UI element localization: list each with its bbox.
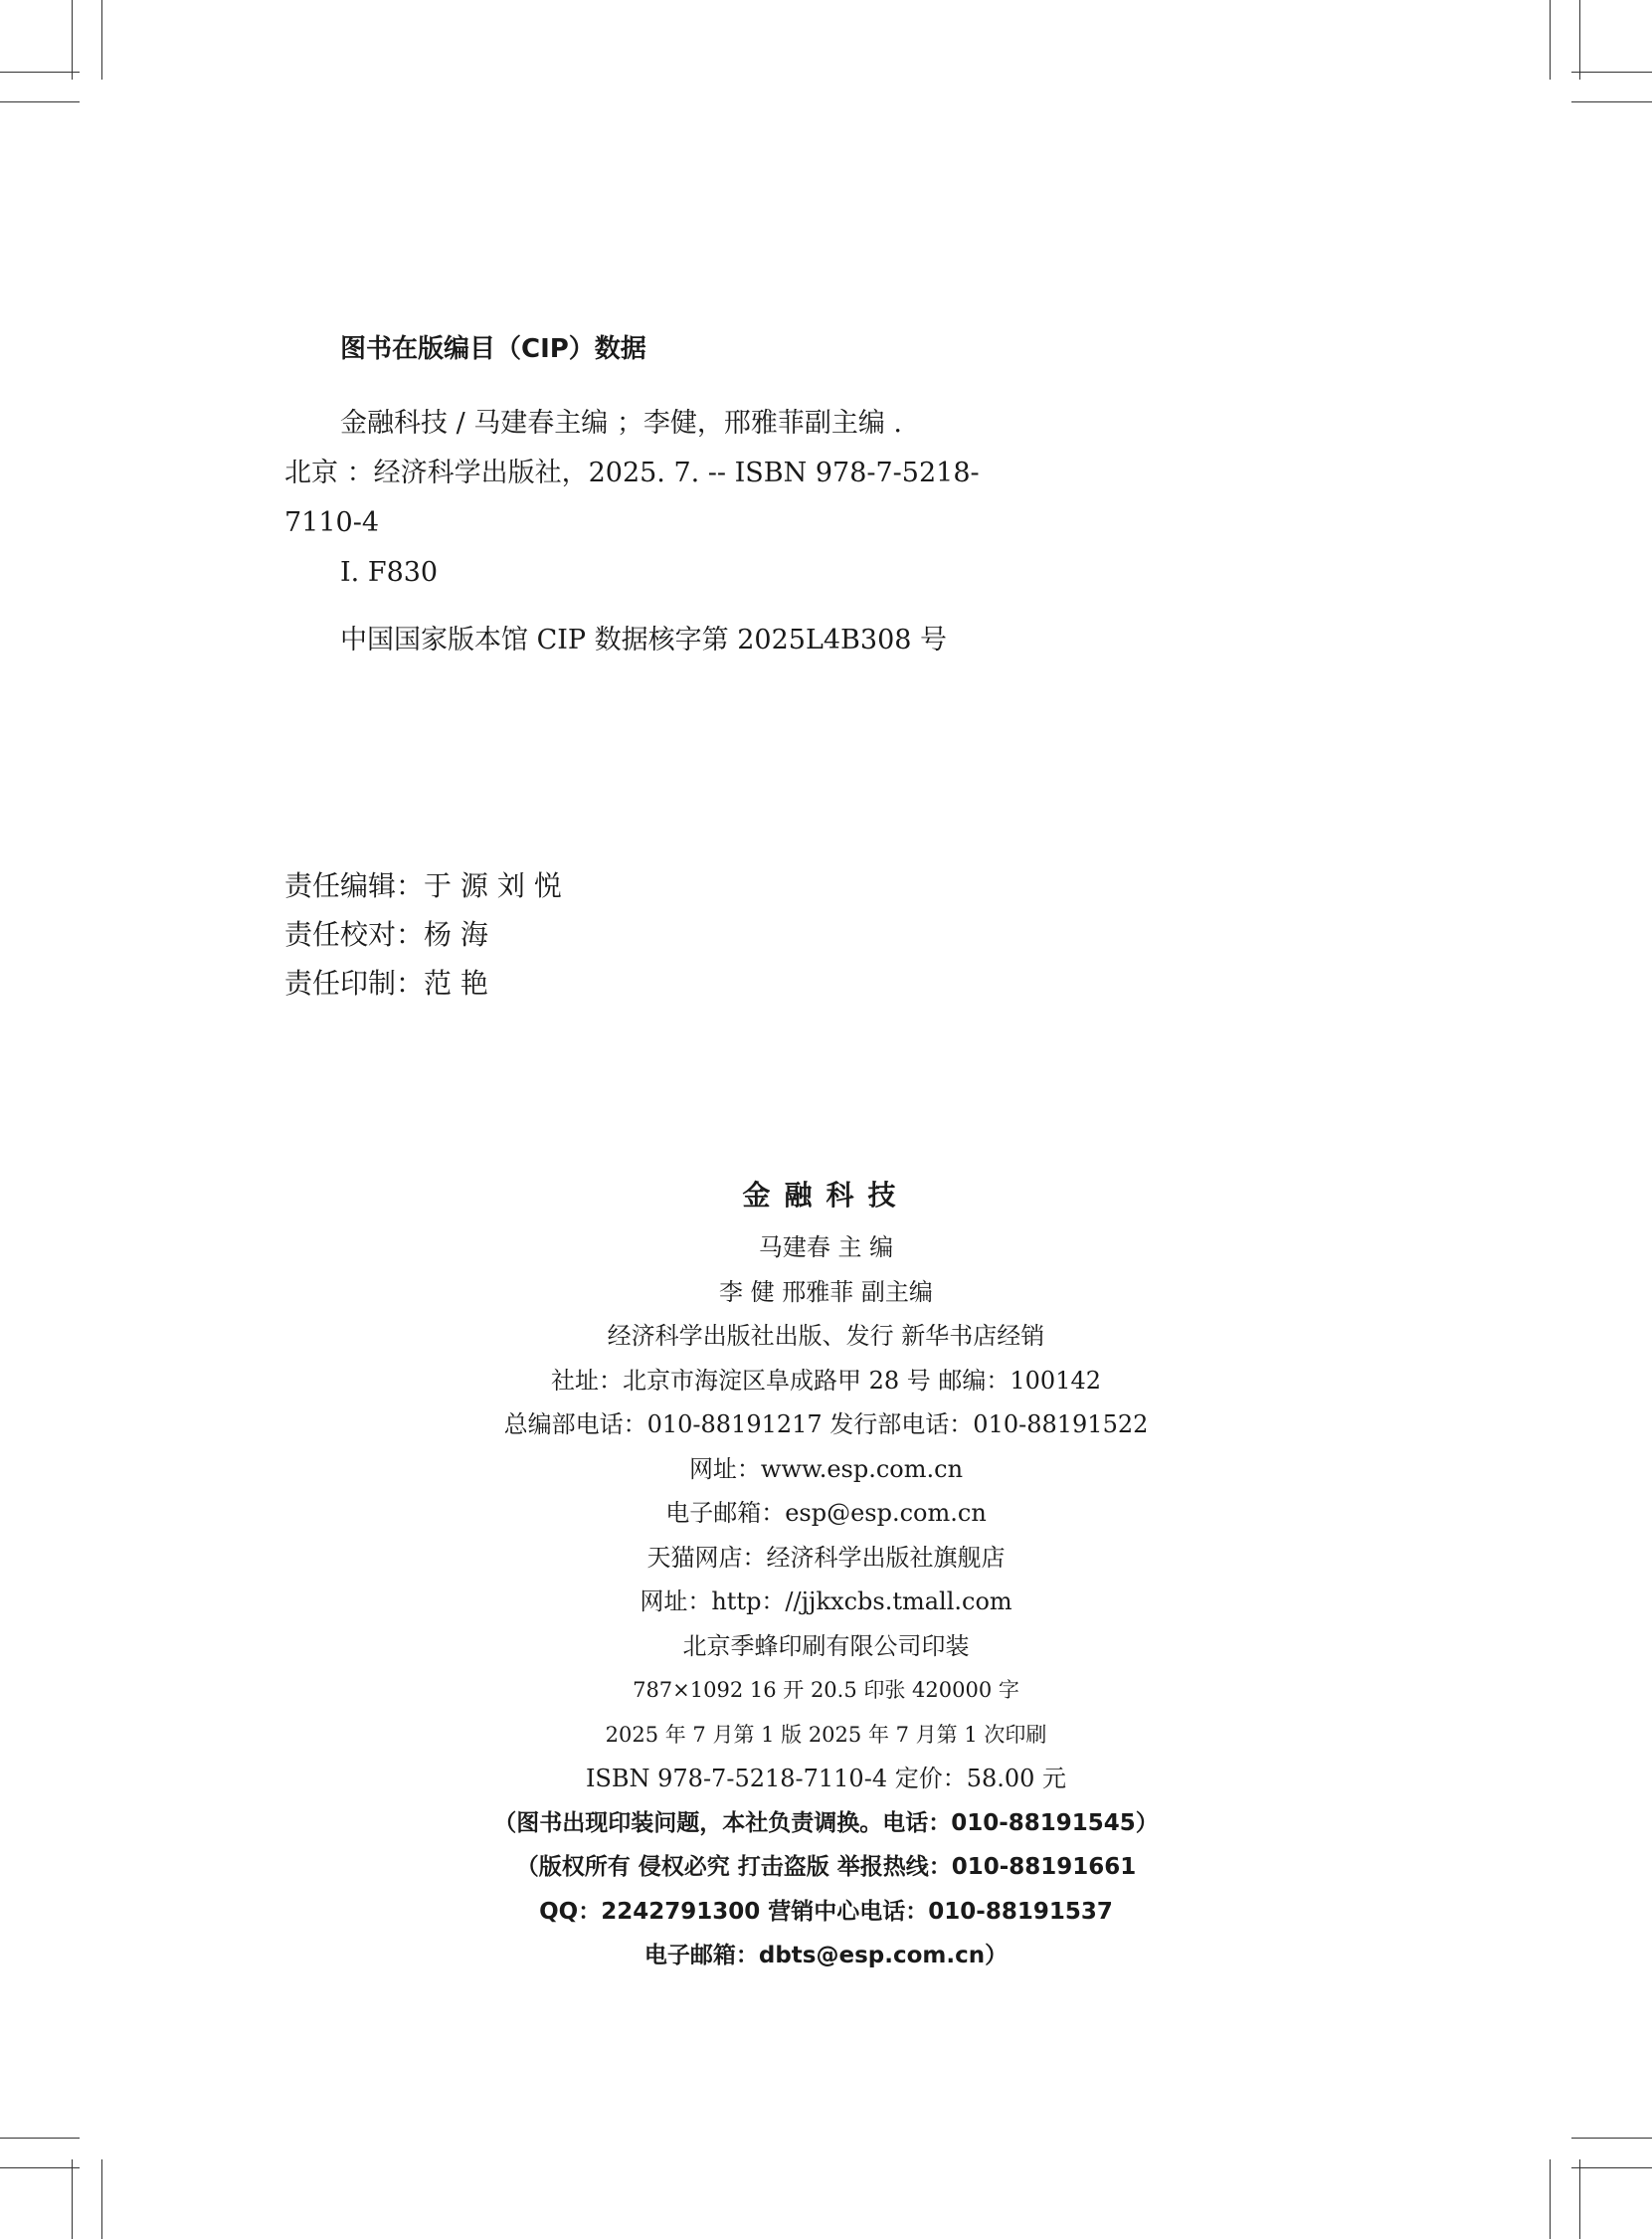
address-line: 社址：北京市海淀区阜成路甲 28 号 邮编：100142 (550, 1366, 1102, 1395)
book-title: 金融科技 (742, 1179, 910, 1212)
cip-classification: Ⅰ. F830 (340, 557, 439, 588)
staff-editor-row (284, 861, 562, 910)
crop-mark-bottom-left-vertical-inner (101, 2159, 102, 2239)
staff-editor-names: 于 源 刘 悦 (424, 869, 562, 902)
notice-qq-line: QQ：2242791300 营销中心电话：010-88191537 (539, 1898, 1113, 1925)
tmall-store-line: 天猫网店：经济科学出版社旗舰店 (646, 1543, 1006, 1572)
cip-data-block (284, 328, 1040, 665)
crop-mark-bottom-right-horizontal-inner (1571, 2167, 1652, 2168)
crop-mark-top-left-horizontal-inner (0, 101, 80, 102)
cip-heading: 图书在版编目（CIP）数据 (340, 334, 646, 364)
notice-copyright-line: （版权所有 侵权必究 打击盗版 举报热线：010-88191661 (515, 1854, 1137, 1880)
publisher-line: 经济科学出版社出版、发行 新华书店经销 (607, 1322, 1045, 1350)
cip-isbn-continuation: 7110-4 (284, 507, 380, 538)
specs-line: 787×1092 16 开 20.5 印张 420000 字 (633, 1678, 1019, 1702)
crop-mark-top-left-vertical-inner (101, 0, 102, 80)
cip-record-number: 中国国家版本馆 CIP 数据核字第 2025L4B308 号 (340, 625, 948, 655)
responsible-staff (284, 861, 562, 1008)
staff-print-label: 责任印制： (284, 967, 425, 1000)
cip-title-line: 金融科技 / 马建春主编 ；李健，邢雅菲副主编 . (340, 408, 903, 439)
crop-mark-top-right-horizontal-outer (1571, 72, 1652, 73)
website-line: 网址：www.esp.com.cn (688, 1454, 964, 1483)
isbn-price-line: ISBN 978-7-5218-7110-4 定价：58.00 元 (585, 1765, 1067, 1792)
chief-editor-line: 马建春 主 编 (758, 1233, 894, 1261)
crop-mark-bottom-left-vertical-outer (72, 2159, 73, 2239)
staff-print-row (284, 959, 562, 1008)
staff-editor-label: 责任编辑： (284, 869, 425, 902)
imprint-block (0, 1166, 1652, 1978)
crop-mark-bottom-left-horizontal-outer (0, 2138, 80, 2139)
crop-mark-bottom-right-vertical-outer (1550, 2159, 1551, 2239)
crop-mark-bottom-right-vertical-inner (1579, 2159, 1580, 2239)
email-line: 电子邮箱：esp@esp.com.cn (665, 1499, 987, 1527)
crop-mark-bottom-left-horizontal-inner (0, 2167, 80, 2168)
staff-proof-names: 杨 海 (424, 918, 488, 951)
crop-mark-top-right-vertical-outer (1550, 0, 1551, 80)
printer-line: 北京季蜂印刷有限公司印装 (682, 1631, 970, 1660)
staff-proof-row (284, 910, 562, 959)
crop-mark-top-left-vertical-outer (72, 0, 73, 80)
notice-email-line: 电子邮箱：dbts@esp.com.cn） (643, 1943, 1009, 1968)
staff-print-names: 范 艳 (424, 967, 488, 1000)
staff-proof-label: 责任校对： (284, 918, 425, 951)
editions-line: 2025 年 7 月第 1 版 2025 年 7 月第 1 次印刷 (605, 1722, 1047, 1747)
crop-mark-bottom-right-horizontal-outer (1571, 2138, 1652, 2139)
crop-mark-top-left-horizontal-outer (0, 72, 80, 73)
deputy-editors-line: 李 健 邢雅菲 副主编 (719, 1277, 933, 1306)
crop-mark-top-right-horizontal-inner (1571, 101, 1652, 102)
notice-quality-line: （图书出现印装问题，本社负责调换。电话：010-88191545） (493, 1809, 1159, 1836)
phones-line: 总编部电话：010-88191217 发行部电话：010-88191522 (503, 1410, 1149, 1438)
tmall-url-line: 网址：http：//jjkxcbs.tmall.com (640, 1587, 1012, 1615)
crop-mark-top-right-vertical-inner (1579, 0, 1580, 80)
cip-publication-line: 北京 ：经济科学出版社，2025. 7. -- ISBN 978-7-5218- (284, 458, 980, 488)
